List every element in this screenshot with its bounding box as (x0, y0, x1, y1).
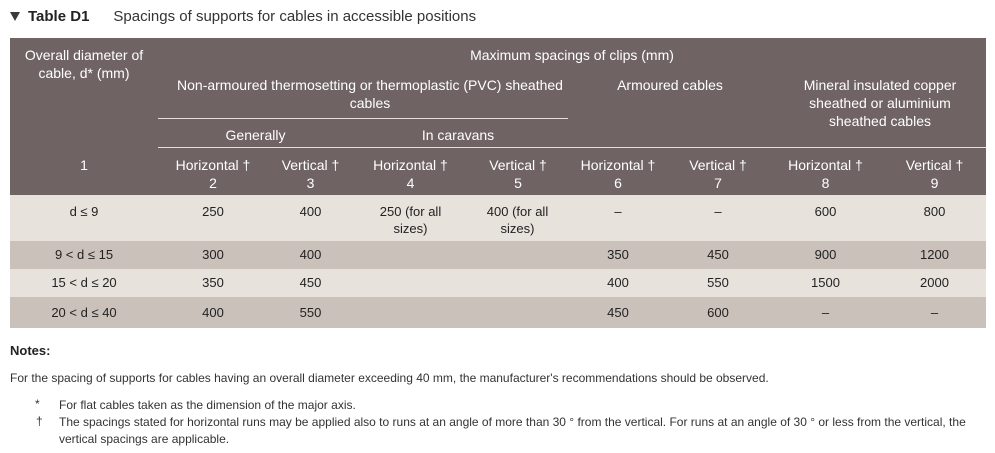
header-col-8-label: Horizontal † (788, 157, 863, 173)
cell-col-2: 350 (202, 275, 224, 290)
header-col-8-num: 8 (821, 175, 830, 191)
header-group-nonarmoured: Non-armoured thermosetting or thermoplastic (PVC) sheathed cables (177, 77, 563, 111)
cell-col-3: 400 (299, 204, 322, 219)
cell-col-6: 350 (607, 247, 629, 262)
cell-col-3: 450 (299, 275, 322, 290)
cell-col-6: – (614, 204, 622, 219)
cell-col-9: 1200 (920, 247, 949, 262)
cell-col-6: 400 (607, 275, 629, 290)
cell-diameter: d ≤ 9 (69, 204, 99, 219)
header-col-9-num: 9 (930, 175, 939, 191)
note-symbol-dagger: † (36, 414, 43, 428)
header-col-7 (668, 156, 768, 192)
header-col-2 (158, 156, 268, 192)
cell-col-9: 2000 (920, 275, 949, 290)
cell-col-9: – (930, 305, 939, 320)
cell-col-7: – (714, 204, 722, 219)
cell-diameter: 15 < d ≤ 20 (51, 275, 117, 290)
cell-col-7: 600 (707, 305, 729, 320)
notes-heading: Notes: (10, 343, 51, 358)
note-item: The spacings stated for horizontal runs may be applied also to runs at an angle of more than 30 ° from the vertical. For runs at an angle of 30 ° or less from the vertical, the vertical spacings are applicable. (59, 415, 966, 446)
table-title (10, 5, 476, 27)
header-col-7-label: Vertical † (689, 157, 747, 173)
header-col-6-label: Horizontal † (580, 157, 656, 173)
cell-col-7: 550 (707, 275, 729, 290)
header-rule-full (158, 147, 986, 148)
cell-col-2: 300 (202, 247, 224, 262)
header-col-4-num: 4 (406, 175, 415, 191)
cell-col-5: 400 (for all sizes) (486, 204, 549, 236)
table-header (10, 38, 986, 195)
header-sub-caravans: In caravans (421, 127, 495, 143)
header-col-5-num: 5 (514, 175, 522, 191)
header-rule-nonarmoured (158, 118, 568, 119)
header-col-9 (883, 156, 986, 192)
header-col-8 (768, 156, 883, 192)
header-col-4 (353, 156, 468, 192)
cell-diameter: 20 < d ≤ 40 (51, 305, 117, 320)
cell-col-6: 450 (607, 305, 629, 320)
notes-intro: For the spacing of supports for cables having an overall diameter exceeding 40 mm, the manufacturer's recommendations should be observed. (10, 371, 769, 385)
header-col-2-num: 2 (209, 175, 217, 191)
cell-col-8: – (821, 305, 830, 320)
cell-col-2: 250 (202, 204, 224, 219)
header-sub-generally: Generally (225, 127, 286, 143)
header-col-2-label: Horizontal † (175, 157, 251, 173)
cell-col-4: 250 (for all sizes) (379, 204, 442, 236)
table-label: Table D1 (28, 7, 90, 25)
table-row (10, 269, 986, 297)
header-col-5 (468, 156, 568, 192)
table-caption: Spacings of supports for cables in accessible positions (113, 7, 477, 25)
header-group-armoured: Armoured cables (617, 77, 723, 93)
header-col-3-label: Vertical † (281, 157, 340, 173)
table-row (10, 241, 986, 269)
cell-col-3: 400 (299, 247, 322, 262)
cell-col-8: 1500 (811, 275, 840, 290)
header-col-7-num: 7 (714, 175, 722, 191)
cell-col-8: 600 (814, 204, 837, 219)
header-col-4-label: Horizontal † (373, 157, 448, 173)
header-col-9-label: Vertical † (905, 157, 964, 173)
triangle-down-icon (10, 12, 20, 21)
header-col-1: 1 (80, 157, 88, 173)
table-row (10, 297, 986, 328)
header-col-6-num: 6 (614, 175, 622, 191)
cell-diameter: 9 < d ≤ 15 (54, 247, 114, 262)
header-col-3 (268, 156, 353, 192)
spacing-table (10, 38, 986, 328)
header-overall-diameter: Overall diameter of cable, d* (mm) (24, 47, 144, 81)
header-col-6 (568, 156, 668, 192)
header-col-3-num: 3 (306, 175, 315, 191)
header-group-mineral: Mineral insulated copper sheathed or aluminium sheathed cables (803, 77, 957, 129)
note-symbol-asterisk: * (35, 397, 40, 411)
cell-col-9: 800 (923, 204, 946, 219)
cell-col-8: 900 (814, 247, 837, 262)
table-row (10, 195, 986, 241)
note-item: For flat cables taken as the dimension of the major axis. (59, 398, 356, 412)
cell-col-2: 400 (202, 305, 224, 320)
header-col-5-label: Vertical † (489, 157, 547, 173)
header-max-spacings: Maximum spacings of clips (mm) (470, 47, 674, 63)
cell-col-3: 550 (299, 305, 322, 320)
cell-col-7: 450 (707, 247, 729, 262)
